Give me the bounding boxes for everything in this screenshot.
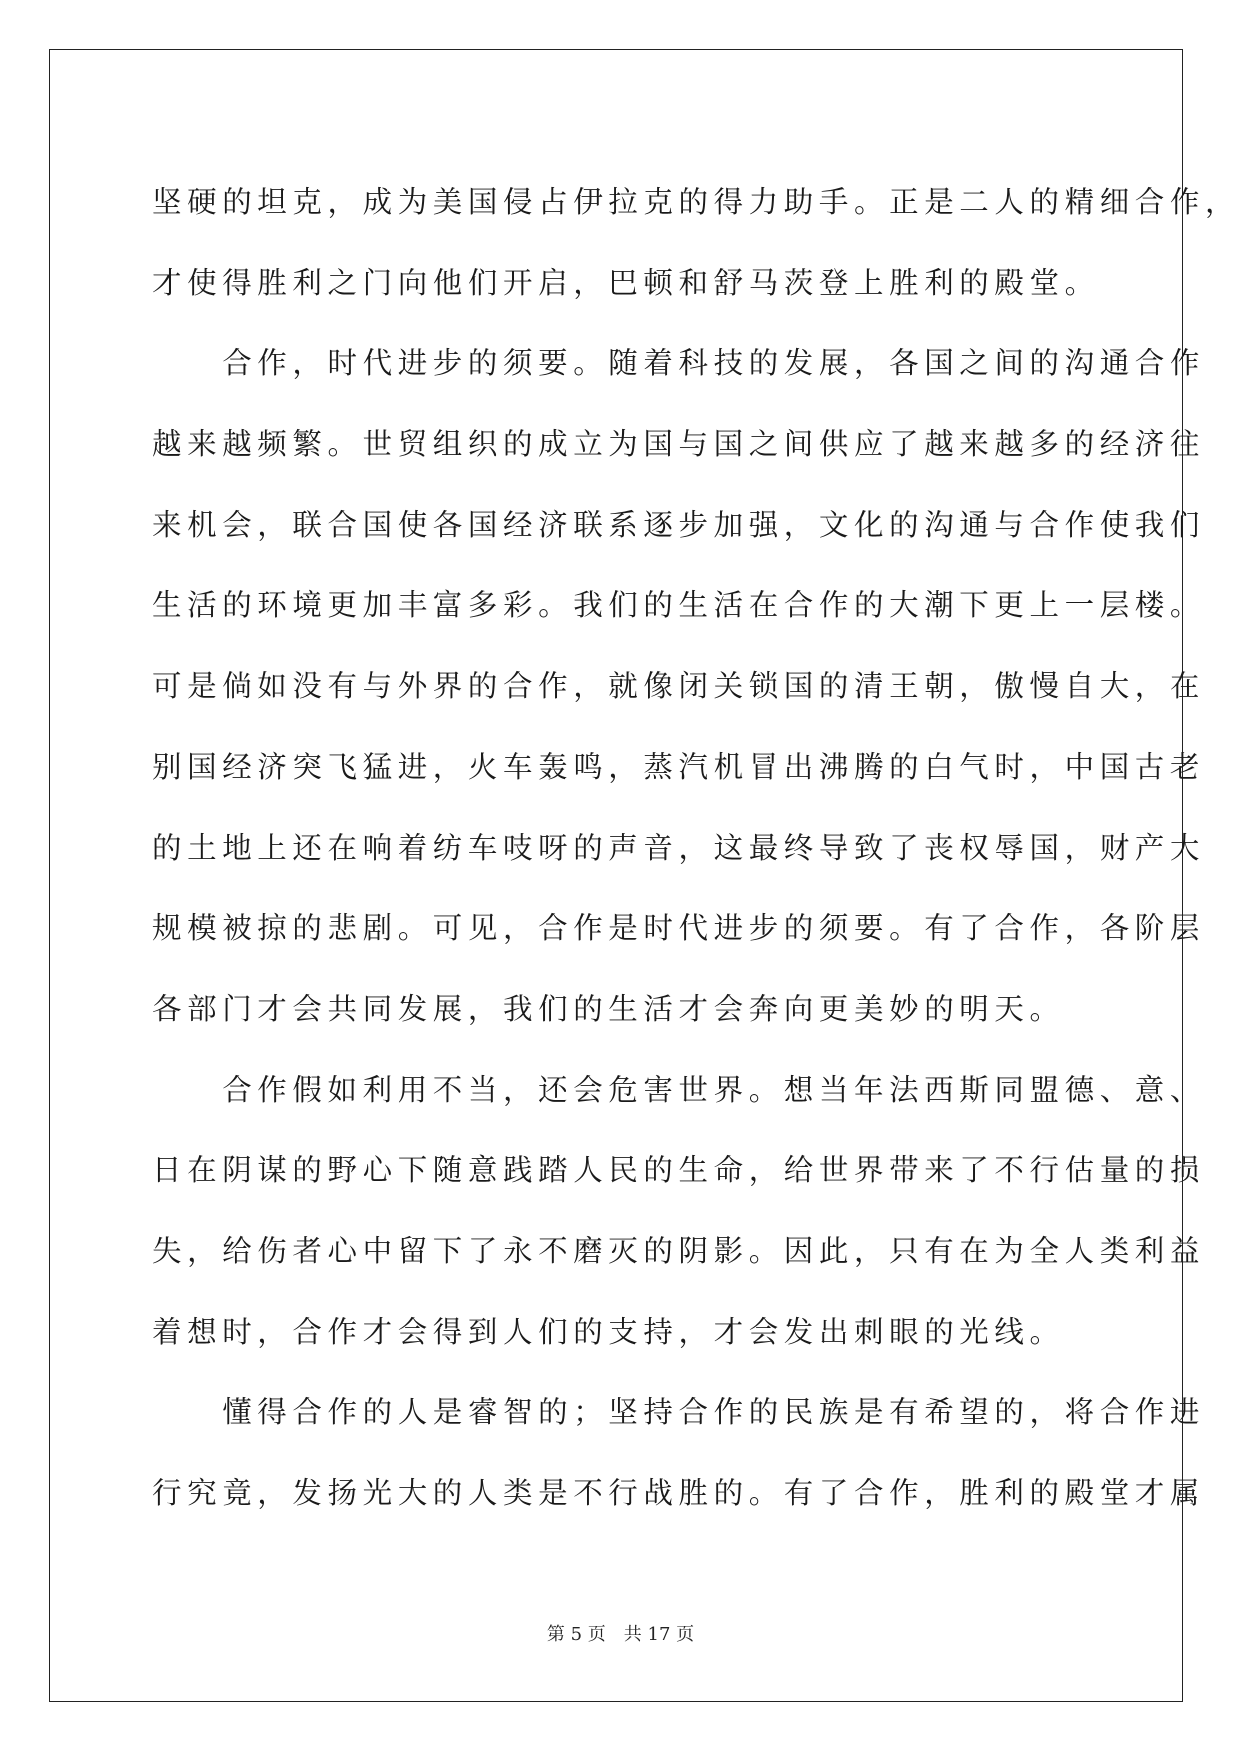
text-line: 来机会，联合国使各国经济联系逐步加强，文化的沟通与合作使我们 <box>152 507 1206 542</box>
text-line: 合作，时代进步的须要。随着科技的发展，各国之间的沟通合作 <box>152 346 1206 381</box>
page-number-label: 第 5 页 共 17 页 <box>546 1624 695 1645</box>
text-line: 懂得合作的人是睿智的；坚持合作的民族是有希望的，将合作进 <box>152 1395 1206 1430</box>
text-line: 日在阴谋的野心下随意践踏人民的生命，给世界带来了不行估量的损 <box>152 1153 1206 1188</box>
text-line: 才使得胜利之门向他们开启，巴顿和舒马茨登上胜利的殿堂。 <box>152 265 1100 300</box>
text-line: 合作假如利用不当，还会危害世界。想当年法西斯同盟德、意、 <box>152 1072 1206 1107</box>
text-line: 可是倘如没有与外界的合作，就像闭关锁国的清王朝，傲慢自大，在 <box>152 669 1206 704</box>
text-line: 越来越频繁。世贸组织的成立为国与国之间供应了越来越多的经济往 <box>152 427 1206 462</box>
text-line: 各部门才会共同发展，我们的生活才会奔向更美妙的明天。 <box>152 991 1065 1026</box>
text-line: 的土地上还在响着纺车吱呀的声音，这最终导致了丧权辱国，财产大 <box>152 830 1206 865</box>
text-line: 别国经济突飞猛进，火车轰鸣，蒸汽机冒出沸腾的白气时，中国古老 <box>152 749 1206 784</box>
text-line: 着想时，合作才会得到人们的支持，才会发出刺眼的光线。 <box>152 1314 1065 1349</box>
document-body <box>152 162 1241 1534</box>
page-footer <box>0 1620 1241 1646</box>
text-line: 坚硬的坦克，成为美国侵占伊拉克的得力助手。正是二人的精细合作， <box>152 185 1241 219</box>
text-line: 失，给伤者心中留下了永不磨灭的阴影。因此，只有在为全人类利益 <box>152 1233 1206 1268</box>
text-line: 行究竟，发扬光大的人类是不行战胜的。有了合作，胜利的殿堂才属 <box>152 1476 1206 1510</box>
text-line: 规模被掠的悲剧。可见，合作是时代进步的须要。有了合作，各阶层 <box>152 911 1206 946</box>
text-line: 生活的环境更加丰富多彩。我们的生活在合作的大潮下更上一层楼。 <box>152 588 1206 623</box>
